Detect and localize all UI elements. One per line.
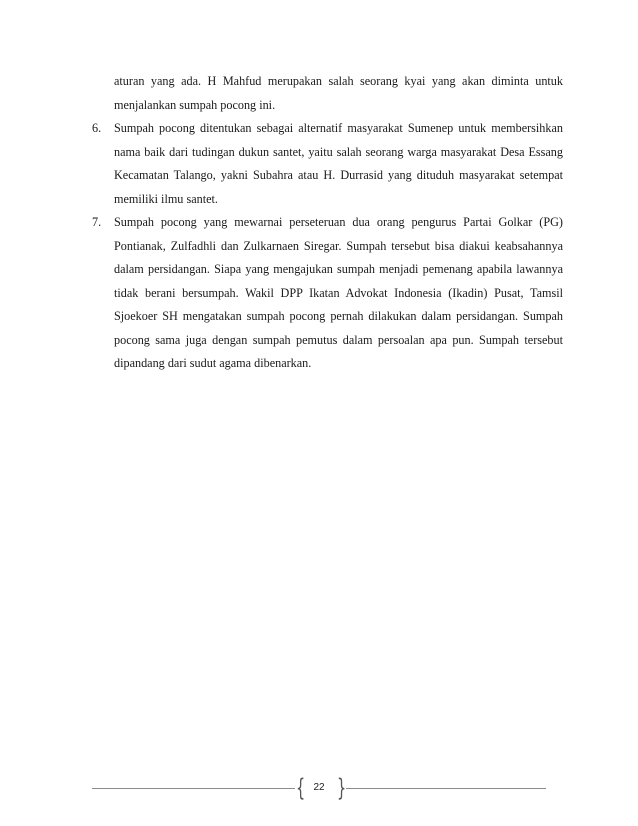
page-body: [92, 70, 563, 376]
right-brace-icon: }: [337, 774, 347, 802]
footer-rule-left: [92, 788, 295, 789]
list-item-number: 7.: [92, 215, 102, 229]
continued-paragraph: aturan yang ada. H Mahfud merupakan salah seorang kyai yang akan diminta untuk menjalankan sumpah pocong ini.: [114, 74, 563, 112]
page-number: 22: [313, 782, 325, 793]
list-item-text: Sumpah pocong ditentukan sebagai alternatif masyarakat Sumenep untuk membersihkan nama baik dari tudingan dukun santet, yaitu salah seorang warga masyarakat Desa Essang Kecamatan Talango, yakni Subahra atau H. Durrasid yang dituduh masyarakat setempat memiliki ilmu santet.: [114, 121, 563, 206]
list-item-number: 6.: [92, 121, 102, 135]
page-footer: [0, 774, 638, 804]
list-item: [92, 117, 563, 211]
list-item-text: Sumpah pocong yang mewarnai perseteruan dua orang pengurus Partai Golkar (PG) Pontianak, Zulfadhli dan Zulkarnaen Siregar. Sumpah tersebut bisa diakui keabsahannya dalam persidangan. Siapa yang mengajukan sumpah menjadi pemenang apabila lawannya tidak berani bersumpah. Wakil DPP Ikatan Advokat Indonesia (Ikadin) Pusat, Tamsil Sjoekoer SH mengatakan sumpah pocong pernah dilakukan dalam persidangan. Sumpah pocong sama juga dengan sumpah pemutus dalam persoalan apa pun. Sumpah tersebut dipandang dari sudut agama dibenarkan.: [114, 215, 563, 370]
footer-rule-right: [346, 788, 546, 789]
list-item: [92, 211, 563, 376]
left-brace-icon: {: [296, 774, 306, 802]
